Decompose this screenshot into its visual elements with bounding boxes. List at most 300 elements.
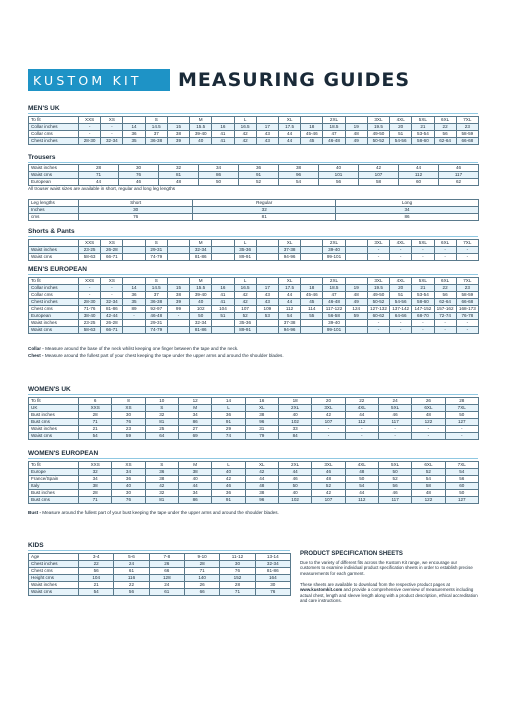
table-cell: 107 <box>312 419 345 426</box>
table-cell: 49-50 <box>367 292 389 299</box>
table-cell: - <box>412 254 434 261</box>
table-cell: 50 <box>445 412 478 419</box>
table-cell: 59 <box>112 433 145 440</box>
table-cell <box>345 327 367 334</box>
table-cell: 76-78 <box>456 313 478 320</box>
table-cell <box>345 320 367 327</box>
table-cell: - <box>367 320 389 327</box>
table-cell: XL <box>278 240 300 247</box>
table-cell: L <box>234 240 256 247</box>
table-cell: 45 <box>301 138 323 145</box>
section-divider <box>28 550 290 551</box>
table-cell: 164 <box>255 575 290 582</box>
row-label-cell: To fit <box>29 278 79 285</box>
table-cell: 35 <box>123 138 145 145</box>
table-cell: 74 <box>212 433 245 440</box>
table-row <box>29 568 291 575</box>
table-cell: 4XL <box>345 462 378 469</box>
table-cell: 32 <box>193 207 336 214</box>
table-cell <box>212 327 234 334</box>
table-cell: - <box>345 426 378 433</box>
table-cell: 6XL <box>434 278 456 285</box>
table-cell: 71-76 <box>79 306 101 313</box>
table-cell: 81 <box>145 497 178 504</box>
section-divider <box>28 274 478 275</box>
table-cell: - <box>434 320 456 327</box>
table-cell: 2XL <box>323 240 345 247</box>
product-spec-title: PRODUCT SPECIFICATION SHEETS <box>300 551 403 557</box>
table-cell: 44 <box>345 490 378 497</box>
table-cell: 66 <box>184 589 219 596</box>
table-cell: 117-122 <box>323 306 345 313</box>
table-cell: 112 <box>345 419 378 426</box>
table-row <box>29 561 291 568</box>
table-cell: XS <box>101 117 123 124</box>
table-cell: XL <box>245 462 278 469</box>
table-cell: - <box>79 285 101 292</box>
table-row <box>29 462 479 469</box>
table-cell: 49 <box>345 138 367 145</box>
table-cell: S <box>145 462 178 469</box>
table-cell: 23 <box>456 124 478 131</box>
table-cell: 43 <box>256 299 278 306</box>
table-cell: 52 <box>312 483 345 490</box>
table-cell: - <box>412 320 434 327</box>
table-cell: 14 <box>123 124 145 131</box>
table-row <box>29 207 479 214</box>
table-cell: 107 <box>312 497 345 504</box>
row-label-cell: To fit <box>29 398 79 405</box>
row-label-cell: Italy <box>29 483 79 490</box>
section-heading-shorts: Shorts & Pants <box>28 228 75 235</box>
table-cell: 66-68 <box>456 138 478 145</box>
table-cell: 26-28 <box>101 320 123 327</box>
table-row <box>29 306 479 313</box>
table-cell: 56 <box>114 589 149 596</box>
table-cell: 147-152 <box>412 306 434 313</box>
table-cell: 51 <box>390 131 412 138</box>
leg-lengths-table <box>28 199 479 221</box>
section-heading-kids: KIDS <box>28 542 44 549</box>
table-cell <box>256 278 278 285</box>
table-cell: 61 <box>149 589 184 596</box>
table-cell: 39-40 <box>190 292 212 299</box>
table-cell: 124 <box>345 306 367 313</box>
table-cell: 29-31 <box>145 247 167 254</box>
table-cell: 54-56 <box>390 138 412 145</box>
table-cell: 15.5 <box>190 285 212 292</box>
table-cell: 40 <box>190 299 212 306</box>
table-cell: - <box>101 131 123 138</box>
table-cell: 38 <box>145 476 178 483</box>
row-label-cell: Waist inches <box>29 426 79 433</box>
table-cell: XXS <box>79 117 101 124</box>
table-cell: 5XL <box>378 462 411 469</box>
table-cell <box>256 254 278 261</box>
row-label-cell: Bust inches <box>29 490 79 497</box>
table-cell: 4XL <box>390 240 412 247</box>
table-cell: 127-132 <box>367 306 389 313</box>
table-cell: 46-48 <box>323 138 345 145</box>
table-cell: 112 <box>345 497 378 504</box>
table-cell <box>167 327 189 334</box>
row-label-cell: Waist inches <box>29 247 79 254</box>
table-cell: 58-60 <box>412 299 434 306</box>
table-cell: 36 <box>123 292 145 299</box>
table-cell <box>167 278 189 285</box>
table-cell: 18.5 <box>323 124 345 131</box>
table-cell: 23-25 <box>79 320 101 327</box>
table-cell: 16 <box>245 398 278 405</box>
table-cell: 58-59 <box>456 131 478 138</box>
table-cell: 15 <box>167 124 189 131</box>
table-cell <box>123 117 145 124</box>
table-cell: 6XL <box>434 240 456 247</box>
table-cell: - <box>101 124 123 131</box>
table-cell: 48 <box>412 412 445 419</box>
table-cell <box>212 320 234 327</box>
table-cell: 54 <box>445 469 478 476</box>
table-cell: 94-96 <box>278 327 300 334</box>
row-label-cell: Waist cms <box>29 172 79 179</box>
section-divider <box>28 162 478 163</box>
table-cell: 44 <box>278 131 300 138</box>
table-cell: 37-38 <box>278 320 300 327</box>
table-cell: 18.5 <box>323 285 345 292</box>
table-cell <box>345 254 367 261</box>
table-cell: 53-54 <box>412 292 434 299</box>
table-cell: 56-58 <box>323 313 345 320</box>
collar-note <box>28 346 238 351</box>
womens-eu-table <box>28 461 479 504</box>
table-cell: 7XL <box>445 405 478 412</box>
table-cell: 34 <box>336 207 479 214</box>
table-cell: - <box>378 433 411 440</box>
table-cell: 107 <box>234 306 256 313</box>
table-cell: 66 <box>149 568 184 575</box>
table-cell: 71 <box>79 172 119 179</box>
table-cell: Long <box>336 200 479 207</box>
table-cell: 39-40 <box>190 131 212 138</box>
table-cell: M <box>178 405 211 412</box>
table-cell: 20 <box>312 398 345 405</box>
table-cell: 36 <box>123 131 145 138</box>
table-cell: 104 <box>79 575 114 582</box>
row-label-cell: Waist cms <box>29 254 79 261</box>
table-cell: 37 <box>145 131 167 138</box>
table-cell: 2XL <box>323 278 345 285</box>
table-cell: 96 <box>245 419 278 426</box>
table-row <box>29 200 479 207</box>
table-cell: 26 <box>149 561 184 568</box>
table-cell: 2XL <box>278 405 311 412</box>
table-cell: 13-14 <box>255 554 290 561</box>
table-cell: 16 <box>212 124 234 131</box>
table-cell: - <box>79 124 101 131</box>
table-cell: 28 <box>79 412 112 419</box>
table-cell: 7XL <box>456 278 478 285</box>
table-cell: 37 <box>145 292 167 299</box>
table-cell: 19.5 <box>367 285 389 292</box>
table-cell: 50 <box>190 313 212 320</box>
table-cell: 3XL <box>367 278 389 285</box>
table-cell: 6XL <box>412 405 445 412</box>
table-cell: 6XL <box>412 462 445 469</box>
table-cell: M <box>178 462 211 469</box>
table-cell: 58-59 <box>456 292 478 299</box>
row-label-cell: France/Spain <box>29 476 79 483</box>
table-cell: 22 <box>79 561 114 568</box>
table-cell: 89 <box>123 306 145 313</box>
table-cell: 37-38 <box>278 247 300 254</box>
table-cell: 30 <box>79 207 193 214</box>
table-cell: 40 <box>112 483 145 490</box>
section-divider <box>28 458 478 459</box>
table-cell: 39 <box>167 138 189 145</box>
row-label-cell: Chest inches <box>29 561 79 568</box>
table-cell: 76 <box>220 568 255 575</box>
table-row <box>29 405 479 412</box>
table-cell: 137-142 <box>390 306 412 313</box>
table-cell: 54 <box>79 589 114 596</box>
mens-eu-table <box>28 277 479 334</box>
table-cell: 38 <box>79 483 112 490</box>
table-cell: XXS <box>79 240 101 247</box>
table-cell: 74-79 <box>145 327 167 334</box>
table-cell: Short <box>79 200 193 207</box>
table-cell: 36 <box>145 469 178 476</box>
table-cell: 64 <box>145 433 178 440</box>
table-cell: 44 <box>399 165 439 172</box>
table-cell: 42 <box>312 412 345 419</box>
table-cell: 28 <box>445 398 478 405</box>
table-cell: 19.5 <box>367 124 389 131</box>
table-cell: 22 <box>434 124 456 131</box>
table-cell: - <box>434 247 456 254</box>
table-row <box>29 179 479 186</box>
row-label-cell <box>29 240 79 247</box>
table-cell: 42 <box>234 299 256 306</box>
table-cell: 48 <box>345 469 378 476</box>
table-cell: 38 <box>245 490 278 497</box>
table-cell: 50 <box>278 483 311 490</box>
table-cell: - <box>367 254 389 261</box>
table-cell <box>345 117 367 124</box>
table-cell: 109 <box>256 306 278 313</box>
table-cell: 23 <box>112 426 145 433</box>
table-cell: 38-40 <box>79 313 101 320</box>
table-cell: 30 <box>255 582 290 589</box>
table-cell: - <box>434 327 456 334</box>
table-cell: 42 <box>234 131 256 138</box>
table-cell: 35 <box>123 299 145 306</box>
table-cell: L <box>234 278 256 285</box>
table-cell: 20 <box>390 124 412 131</box>
table-cell: L <box>212 405 245 412</box>
table-cell: 43 <box>256 138 278 145</box>
table-row <box>29 320 479 327</box>
table-cell: 40 <box>319 165 359 172</box>
table-cell: 19 <box>345 285 367 292</box>
row-label-cell: Age <box>29 554 79 561</box>
table-cell <box>256 117 278 124</box>
table-row <box>29 138 479 145</box>
table-cell <box>167 247 189 254</box>
table-cell: 62-64 <box>434 138 456 145</box>
row-label-cell: Collar inches <box>29 124 79 131</box>
table-cell <box>167 117 189 124</box>
table-cell: - <box>412 433 445 440</box>
table-cell: - <box>412 426 445 433</box>
table-cell: XS <box>112 462 145 469</box>
table-cell: 9-10 <box>184 554 219 561</box>
table-cell: 71 <box>220 589 255 596</box>
table-cell: 64-66 <box>390 313 412 320</box>
table-cell: 76 <box>112 419 145 426</box>
table-cell <box>123 278 145 285</box>
table-cell <box>256 247 278 254</box>
table-cell: 76 <box>119 172 159 179</box>
table-row <box>29 476 479 483</box>
table-cell: 42 <box>359 165 399 172</box>
row-label-cell: Chest inches <box>29 138 79 145</box>
table-cell: 60 <box>399 179 439 186</box>
table-cell <box>212 278 234 285</box>
table-cell: 50 <box>199 179 239 186</box>
table-cell: 56 <box>445 476 478 483</box>
row-label-cell: Chest inches <box>29 299 79 306</box>
table-row <box>29 292 479 299</box>
table-cell: XXS <box>79 405 112 412</box>
table-cell: 30 <box>112 490 145 497</box>
table-cell <box>301 117 323 124</box>
table-cell: 21 <box>79 426 112 433</box>
table-cell: 42 <box>234 138 256 145</box>
row-label-cell: Collar cms <box>29 292 79 299</box>
table-cell: 32-34 <box>190 320 212 327</box>
table-row <box>29 497 479 504</box>
table-cell: M <box>190 117 212 124</box>
table-cell: 36-38 <box>145 299 167 306</box>
table-row <box>29 117 479 124</box>
table-cell: 34 <box>112 469 145 476</box>
table-cell: 41 <box>212 292 234 299</box>
table-cell <box>345 278 367 285</box>
table-cell: 68-70 <box>412 313 434 320</box>
table-cell: 91 <box>239 172 279 179</box>
table-cell: 7-8 <box>149 554 184 561</box>
table-cell: 38 <box>167 131 189 138</box>
table-cell: 24 <box>378 398 411 405</box>
table-cell: - <box>456 327 478 334</box>
row-label-cell: Waist cms <box>29 433 79 440</box>
table-cell: 42 <box>312 490 345 497</box>
table-cell: 62 <box>439 179 479 186</box>
table-cell <box>212 247 234 254</box>
table-cell: 6XL <box>434 117 456 124</box>
table-cell: 14.5 <box>145 124 167 131</box>
table-cell: 81-86 <box>190 327 212 334</box>
row-label-cell: To fit <box>29 117 79 124</box>
table-cell: 48 <box>245 483 278 490</box>
table-cell: 40 <box>212 469 245 476</box>
row-label-cell: Europe <box>29 469 79 476</box>
table-cell: 45-46 <box>301 131 323 138</box>
table-cell: 38 <box>245 412 278 419</box>
row-label-cell: Collar inches <box>29 285 79 292</box>
table-cell: 55 <box>301 313 323 320</box>
table-cell: 54 <box>279 179 319 186</box>
table-row <box>29 313 479 320</box>
womens-uk-table <box>28 397 479 440</box>
table-cell <box>345 247 367 254</box>
table-cell: 60-62 <box>367 313 389 320</box>
table-cell: 74-79 <box>145 254 167 261</box>
table-cell: 44 <box>278 299 300 306</box>
table-cell: 71 <box>79 419 112 426</box>
table-cell: 48 <box>345 131 367 138</box>
table-cell: 54 <box>278 313 300 320</box>
table-cell: - <box>412 327 434 334</box>
table-cell: 36-38 <box>145 138 167 145</box>
table-cell: 40 <box>178 476 211 483</box>
table-cell: 71 <box>79 497 112 504</box>
table-cell: 40 <box>190 138 212 145</box>
row-label-cell: Waist inches <box>29 582 79 589</box>
table-row <box>29 327 479 334</box>
table-cell: 25 <box>145 426 178 433</box>
table-cell: 51 <box>390 292 412 299</box>
table-cell: 32-34 <box>190 247 212 254</box>
table-cell: 3XL <box>312 462 345 469</box>
table-cell: 102 <box>190 306 212 313</box>
table-cell: 66-71 <box>101 327 123 334</box>
table-cell: L <box>212 462 245 469</box>
chest-note-text: Measure around the fullest part of your chest keeping the tape under the upper arms and around the shoulder blades. <box>44 353 284 358</box>
product-spec-para-2-end: and provide a comprehensive overview of measurements including actual chest, length and sleeve length along with a product description, ethical accreditation and care instructions. <box>300 587 478 604</box>
table-cell: 44 <box>178 483 211 490</box>
table-row <box>29 285 479 292</box>
table-cell: 53 <box>256 313 278 320</box>
table-cell: XS <box>112 405 145 412</box>
table-cell: S <box>145 278 167 285</box>
row-label-cell: cms <box>29 214 79 221</box>
table-cell: 81-86 <box>255 568 290 575</box>
table-cell: Regular <box>193 200 336 207</box>
table-cell <box>301 278 323 285</box>
table-cell: 54 <box>345 483 378 490</box>
table-cell: 46-48 <box>323 299 345 306</box>
table-cell: 152 <box>220 575 255 582</box>
table-row <box>29 240 479 247</box>
table-cell: 24 <box>149 582 184 589</box>
product-spec-para-2-start: These sheets are available to download from the respective product pages at <box>300 582 450 587</box>
table-cell: - <box>312 426 345 433</box>
table-cell: 12 <box>178 398 211 405</box>
table-cell: 5-6 <box>114 554 149 561</box>
website-link[interactable]: www.kustomkit.com <box>300 587 343 593</box>
table-cell: 50 <box>345 476 378 483</box>
table-cell: 3XL <box>312 405 345 412</box>
table-cell: - <box>312 433 345 440</box>
table-cell: 39 <box>167 299 189 306</box>
table-cell: 51 <box>212 313 234 320</box>
table-cell: - <box>456 247 478 254</box>
table-row <box>29 426 479 433</box>
table-cell: 58-63 <box>79 254 101 261</box>
table-cell: L <box>234 117 256 124</box>
table-cell: 4XL <box>345 405 378 412</box>
